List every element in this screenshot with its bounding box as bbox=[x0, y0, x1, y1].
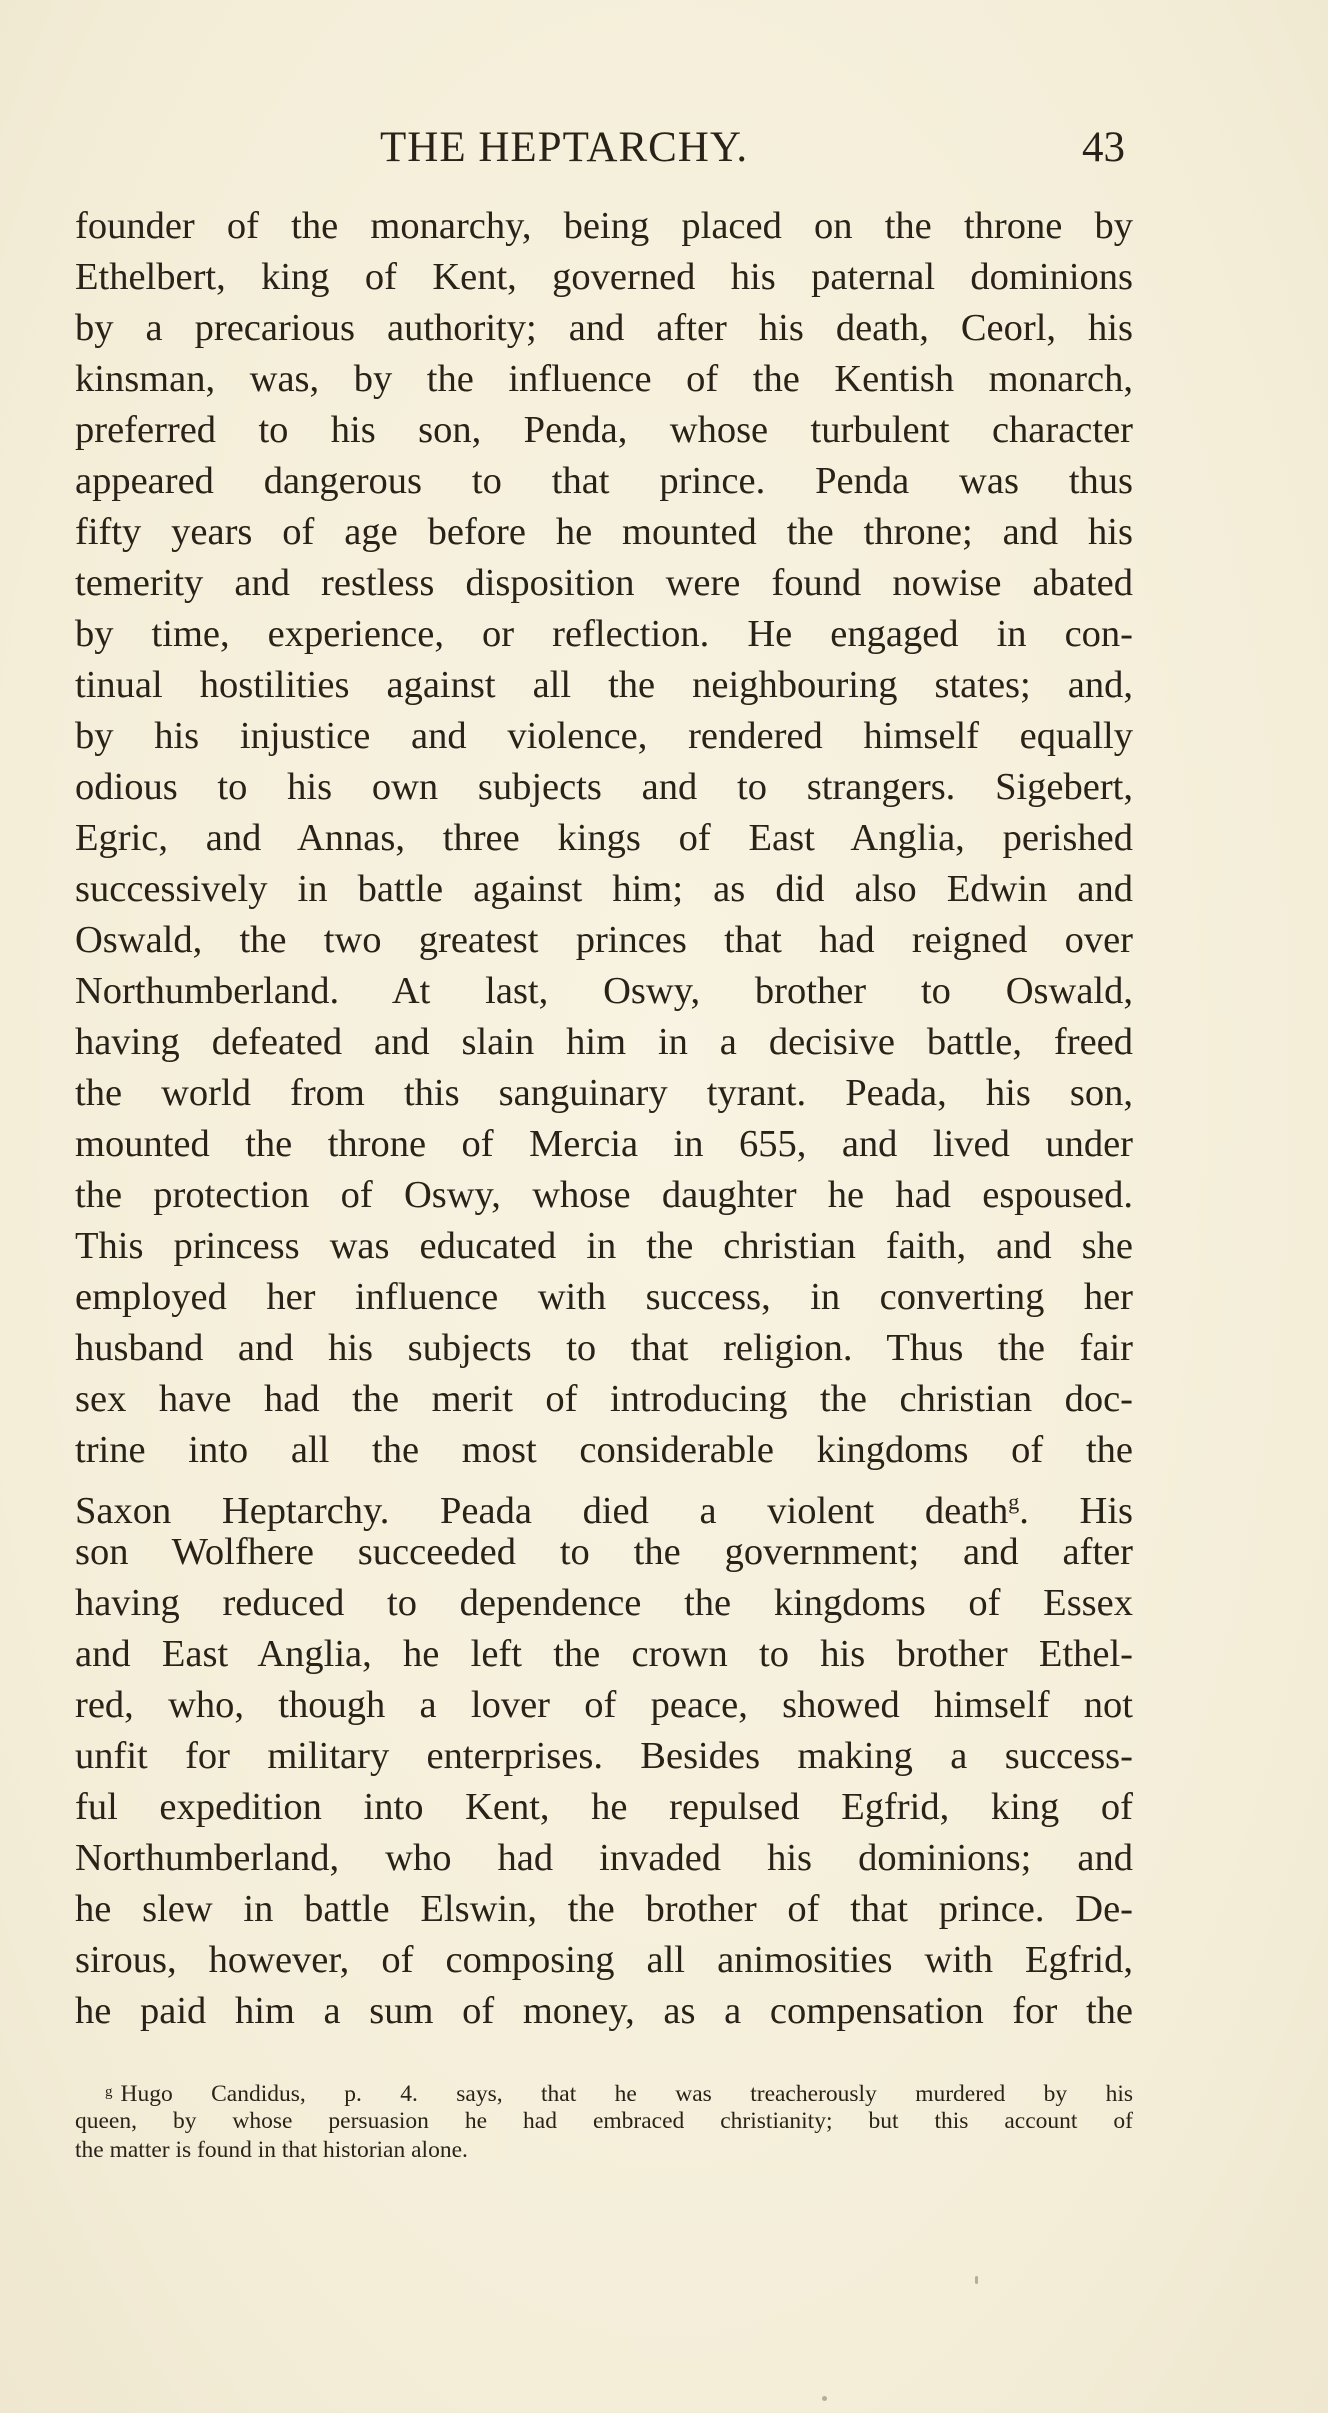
text-line: employed her influence with success, in converting her bbox=[75, 1276, 1133, 1318]
text-line: by time, experience, or reflection. He engaged in con- bbox=[75, 613, 1133, 655]
text-line: preferred to his son, Penda, whose turbulent character bbox=[75, 409, 1133, 451]
text-line: having defeated and slain him in a decisive battle, freed bbox=[75, 1021, 1133, 1063]
text-line: kinsman, was, by the influence of the Kentish monarch, bbox=[75, 358, 1133, 400]
text-line: temerity and restless disposition were found nowise abated bbox=[75, 562, 1133, 604]
text-line: founder of the monarchy, being placed on the throne by bbox=[75, 205, 1133, 247]
text-line: fifty years of age before he mounted the throne; and his bbox=[75, 511, 1133, 553]
text-line: This princess was educated in the christian faith, and she bbox=[75, 1225, 1133, 1267]
text-line: tinual hostilities against all the neighbouring states; and, bbox=[75, 664, 1133, 706]
footnote bbox=[75, 2078, 1133, 2165]
text-line: the world from this sanguinary tyrant. Peada, his son, bbox=[75, 1072, 1133, 1114]
text-line: unfit for military enterprises. Besides making a success- bbox=[75, 1735, 1133, 1777]
text-line: ful expedition into Kent, he repulsed Egfrid, king of bbox=[75, 1786, 1133, 1828]
page-number: 43 bbox=[1082, 124, 1125, 171]
text-line: sirous, however, of composing all animosities with Egfrid, bbox=[75, 1939, 1133, 1981]
text-segment: . His bbox=[1019, 1490, 1133, 1532]
footnote-line: queen, by whose persuasion he had embraced christianity; but this account of bbox=[75, 2108, 1133, 2134]
paper-speck bbox=[975, 2276, 978, 2284]
text-line-with-footnote-ref bbox=[75, 1476, 1133, 1532]
text-line: Northumberland, who had invaded his dominions; and bbox=[75, 1837, 1133, 1879]
text-line: husband and his subjects to that religion. Thus the fair bbox=[75, 1327, 1133, 1369]
text-line: Northumberland. At last, Oswy, brother to Oswald, bbox=[75, 970, 1133, 1012]
text-line: by his injustice and violence, rendered himself equally bbox=[75, 715, 1133, 757]
text-line: he paid him a sum of money, as a compensation for the bbox=[75, 1990, 1133, 2032]
text-line: he slew in battle Elswin, the brother of that prince. De- bbox=[75, 1888, 1133, 1930]
paper-speck bbox=[822, 2396, 827, 2401]
footnote-mark: g bbox=[105, 2084, 113, 2100]
text-line: son Wolfhere succeeded to the government; and after bbox=[75, 1531, 1133, 1573]
text-line: Oswald, the two greatest princes that had reigned over bbox=[75, 919, 1133, 961]
running-title: THE HEPTARCHY. bbox=[380, 124, 749, 171]
text-line: mounted the throne of Mercia in 655, and lived under bbox=[75, 1123, 1133, 1165]
text-segment: Saxon Heptarchy. Peada died a violent death bbox=[75, 1490, 1009, 1532]
footnote-line: the matter is found in that historian alone. bbox=[75, 2137, 468, 2163]
text-line: having reduced to dependence the kingdoms of Essex bbox=[75, 1582, 1133, 1624]
text-line: trine into all the most considerable kingdoms of the bbox=[75, 1429, 1133, 1471]
text-line: Ethelbert, king of Kent, governed his paternal dominions bbox=[75, 256, 1133, 298]
text-line: Egric, and Annas, three kings of East Anglia, perished bbox=[75, 817, 1133, 859]
text-line: and East Anglia, he left the crown to his brother Ethel- bbox=[75, 1633, 1133, 1675]
footnote-line bbox=[75, 2078, 1133, 2107]
text-line: sex have had the merit of introducing the christian doc- bbox=[75, 1378, 1133, 1420]
text-line: by a precarious authority; and after his death, Ceorl, his bbox=[75, 307, 1133, 349]
footnote-text: Hugo Candidus, p. 4. says, that he was treacherously murdered by his bbox=[120, 2081, 1133, 2107]
running-head bbox=[0, 118, 1328, 178]
text-line: red, who, though a lover of peace, showed himself not bbox=[75, 1684, 1133, 1726]
text-line: odious to his own subjects and to strangers. Sigebert, bbox=[75, 766, 1133, 808]
text-line: appeared dangerous to that prince. Penda was thus bbox=[75, 460, 1133, 502]
text-line: the protection of Oswy, whose daughter he had espoused. bbox=[75, 1174, 1133, 1216]
text-line: successively in battle against him; as did also Edwin and bbox=[75, 868, 1133, 910]
footnote-reference[interactable]: g bbox=[1008, 1489, 1020, 1514]
body-text bbox=[75, 201, 1133, 2037]
